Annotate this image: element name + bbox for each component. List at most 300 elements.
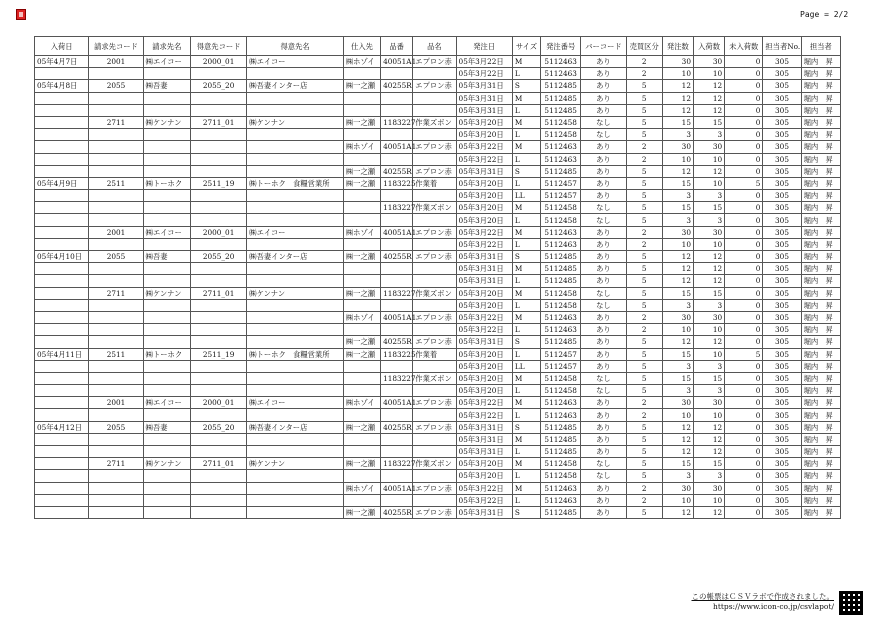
- table-cell: [89, 153, 143, 165]
- table-cell: ㈱トーホク 食糧営業所: [247, 177, 344, 189]
- table-cell: 10: [693, 68, 724, 80]
- table-cell: あり: [581, 56, 626, 68]
- table-cell: あり: [581, 190, 626, 202]
- table-row: [35, 433, 841, 445]
- table-cell: [89, 336, 143, 348]
- table-cell: [247, 409, 344, 421]
- table-cell: なし: [581, 129, 626, 141]
- table-cell: 15: [693, 202, 724, 214]
- table-cell: ㈱トーホク: [143, 348, 190, 360]
- table-cell: [190, 409, 246, 421]
- table-cell: [143, 141, 190, 153]
- table-cell: 2055: [89, 80, 143, 92]
- table-cell: [381, 153, 413, 165]
- table-cell: [35, 165, 89, 177]
- table-cell: エプロン赤: [413, 482, 456, 494]
- table-cell: 05年3月20日: [456, 385, 512, 397]
- table-cell: 305: [763, 433, 801, 445]
- table-cell: 0: [725, 165, 763, 177]
- table-cell: [343, 190, 380, 202]
- table-cell: 305: [763, 336, 801, 348]
- table-cell: 堀内 昇: [801, 141, 840, 153]
- table-cell: 2000_01: [190, 397, 246, 409]
- table-cell: L: [512, 348, 540, 360]
- table-row: [35, 372, 841, 384]
- table-cell: あり: [581, 153, 626, 165]
- table-cell: 2: [626, 68, 662, 80]
- table-cell: 5: [626, 275, 662, 287]
- table-cell: [190, 482, 246, 494]
- table-cell: 5112463: [541, 153, 581, 165]
- table-cell: [143, 153, 190, 165]
- table-cell: 0: [725, 202, 763, 214]
- table-cell: 30: [662, 482, 693, 494]
- table-cell: [381, 385, 413, 397]
- table-cell: 05年3月20日: [456, 190, 512, 202]
- col-header: 発注日: [456, 37, 512, 56]
- table-cell: 15: [662, 372, 693, 384]
- table-cell: [343, 263, 380, 275]
- col-header: 発注番号: [541, 37, 581, 56]
- table-cell: [247, 153, 344, 165]
- table-cell: 5: [626, 336, 662, 348]
- table-cell: [381, 104, 413, 116]
- table-cell: 305: [763, 177, 801, 189]
- table-cell: ㈱一之瀬: [343, 80, 380, 92]
- table-cell: 305: [763, 153, 801, 165]
- table-cell: M: [512, 311, 540, 323]
- table-cell: [343, 494, 380, 506]
- table-cell: [381, 129, 413, 141]
- table-cell: 305: [763, 190, 801, 202]
- table-cell: [143, 202, 190, 214]
- table-cell: [190, 433, 246, 445]
- table-cell: 15: [693, 458, 724, 470]
- table-cell: 堀内 昇: [801, 177, 840, 189]
- table-cell: ㈱一之瀬: [343, 165, 380, 177]
- table-cell: 05年3月20日: [456, 360, 512, 372]
- col-header: 担当者: [801, 37, 840, 56]
- table-cell: ㈱ホゾイ: [343, 56, 380, 68]
- table-cell: 堀内 昇: [801, 129, 840, 141]
- table-cell: 作業ズボン: [413, 202, 456, 214]
- table-cell: 40051A1: [381, 397, 413, 409]
- table-row: [35, 116, 841, 128]
- table-cell: L: [512, 238, 540, 250]
- table-cell: [143, 275, 190, 287]
- table-cell: 0: [725, 482, 763, 494]
- table-cell: [343, 360, 380, 372]
- table-cell: 305: [763, 482, 801, 494]
- table-cell: 5112485: [541, 104, 581, 116]
- table-cell: 0: [725, 446, 763, 458]
- table-cell: ㈱ホゾイ: [343, 482, 380, 494]
- table-cell: M: [512, 141, 540, 153]
- table-row: [35, 360, 841, 372]
- table-cell: [89, 360, 143, 372]
- table-cell: ㈱ホゾイ: [343, 141, 380, 153]
- table-cell: 1183227: [381, 458, 413, 470]
- table-row: [35, 214, 841, 226]
- table-cell: [343, 372, 380, 384]
- table-cell: 12: [662, 446, 693, 458]
- table-row: [35, 141, 841, 153]
- table-cell: 5112485: [541, 263, 581, 275]
- table-cell: M: [512, 263, 540, 275]
- table-cell: ㈱ケンナン: [143, 116, 190, 128]
- table-cell: [143, 92, 190, 104]
- table-cell: 0: [725, 214, 763, 226]
- table-cell: 2055_20: [190, 251, 246, 263]
- table-cell: 5: [626, 287, 662, 299]
- table-cell: [343, 68, 380, 80]
- table-cell: S: [512, 336, 540, 348]
- table-cell: [190, 165, 246, 177]
- col-header: 未入荷数: [725, 37, 763, 56]
- table-cell: 堀内 昇: [801, 153, 840, 165]
- table-cell: ㈱一之瀬: [343, 336, 380, 348]
- table-cell: [89, 385, 143, 397]
- table-cell: 05年3月20日: [456, 299, 512, 311]
- table-cell: 5112458: [541, 458, 581, 470]
- table-cell: 2: [626, 153, 662, 165]
- table-cell: 15: [662, 458, 693, 470]
- table-cell: ㈱ケンナン: [247, 287, 344, 299]
- table-cell: 5112458: [541, 287, 581, 299]
- table-cell: なし: [581, 202, 626, 214]
- table-cell: 0: [725, 56, 763, 68]
- table-cell: 10: [693, 153, 724, 165]
- table-cell: 40051A1: [381, 141, 413, 153]
- table-cell: 0: [725, 238, 763, 250]
- table-cell: 305: [763, 116, 801, 128]
- table-cell: 3: [693, 214, 724, 226]
- table-cell: 305: [763, 80, 801, 92]
- table-cell: 10: [662, 494, 693, 506]
- table-cell: ㈱トーホク: [143, 177, 190, 189]
- table-cell: 5: [626, 360, 662, 372]
- table-row: [35, 153, 841, 165]
- table-cell: [343, 153, 380, 165]
- table-cell: 5112485: [541, 433, 581, 445]
- table-cell: [413, 68, 456, 80]
- table-row: [35, 311, 841, 323]
- table-cell: 2: [626, 311, 662, 323]
- table-cell: 0: [725, 433, 763, 445]
- table-cell: 10: [662, 153, 693, 165]
- table-cell: 2: [626, 238, 662, 250]
- table-cell: [190, 506, 246, 518]
- table-cell: 305: [763, 324, 801, 336]
- table-cell: L: [512, 275, 540, 287]
- table-cell: 40255R: [381, 165, 413, 177]
- qr-code-icon: [839, 591, 863, 615]
- table-cell: 堀内 昇: [801, 494, 840, 506]
- table-cell: 5112463: [541, 397, 581, 409]
- table-cell: 40051A1: [381, 482, 413, 494]
- table-cell: ㈱吾妻: [143, 251, 190, 263]
- col-header: 得意先コード: [190, 37, 246, 56]
- table-cell: [143, 104, 190, 116]
- table-cell: [89, 68, 143, 80]
- table-cell: [413, 360, 456, 372]
- table-row: [35, 421, 841, 433]
- table-cell: 1183227: [381, 372, 413, 384]
- table-cell: [381, 494, 413, 506]
- col-header: 品名: [413, 37, 456, 56]
- table-cell: 3: [693, 299, 724, 311]
- table-cell: 05年3月20日: [456, 116, 512, 128]
- table-cell: 12: [693, 263, 724, 275]
- table-cell: あり: [581, 506, 626, 518]
- table-cell: [35, 299, 89, 311]
- table-cell: 5: [626, 129, 662, 141]
- table-cell: 5112457: [541, 190, 581, 202]
- table-cell: 3: [693, 129, 724, 141]
- table-cell: 0: [725, 226, 763, 238]
- table-cell: 5: [626, 177, 662, 189]
- table-cell: [381, 68, 413, 80]
- table-cell: 堀内 昇: [801, 299, 840, 311]
- table-cell: [35, 263, 89, 275]
- table-cell: 305: [763, 238, 801, 250]
- table-cell: [247, 336, 344, 348]
- table-cell: 堀内 昇: [801, 263, 840, 275]
- table-cell: 05年3月22日: [456, 482, 512, 494]
- header-row: [35, 37, 841, 56]
- receiving-report-table: [34, 36, 841, 519]
- table-cell: 5: [626, 116, 662, 128]
- table-cell: [190, 238, 246, 250]
- table-cell: 5112463: [541, 238, 581, 250]
- table-cell: 40051A1: [381, 56, 413, 68]
- table-cell: 30: [662, 56, 693, 68]
- table-cell: 1183227: [381, 116, 413, 128]
- table-cell: [413, 324, 456, 336]
- table-cell: [343, 104, 380, 116]
- table-cell: あり: [581, 360, 626, 372]
- table-cell: [143, 433, 190, 445]
- table-cell: [247, 238, 344, 250]
- table-cell: [89, 263, 143, 275]
- table-cell: ㈱吾妻: [143, 80, 190, 92]
- table-cell: [247, 165, 344, 177]
- table-cell: 5: [626, 104, 662, 116]
- table-cell: 305: [763, 275, 801, 287]
- table-cell: L: [512, 409, 540, 421]
- table-cell: [343, 470, 380, 482]
- table-cell: 5112463: [541, 494, 581, 506]
- table-cell: 05年4月12日: [35, 421, 89, 433]
- table-cell: L: [512, 177, 540, 189]
- table-cell: 堀内 昇: [801, 238, 840, 250]
- table-cell: LL: [512, 190, 540, 202]
- table-cell: 305: [763, 409, 801, 421]
- table-cell: 5112463: [541, 311, 581, 323]
- table-cell: なし: [581, 116, 626, 128]
- table-cell: 5112463: [541, 324, 581, 336]
- table-cell: 12: [693, 336, 724, 348]
- table-row: [35, 92, 841, 104]
- table-cell: M: [512, 56, 540, 68]
- table-cell: 3: [693, 385, 724, 397]
- table-cell: 5112458: [541, 214, 581, 226]
- table-cell: 5112485: [541, 421, 581, 433]
- table-cell: [247, 68, 344, 80]
- table-cell: [89, 238, 143, 250]
- table-cell: [89, 92, 143, 104]
- table-cell: 305: [763, 56, 801, 68]
- col-header: 品番: [381, 37, 413, 56]
- table-cell: なし: [581, 287, 626, 299]
- table-cell: [247, 141, 344, 153]
- table-cell: 0: [725, 299, 763, 311]
- table-cell: 堀内 昇: [801, 421, 840, 433]
- page-number: Page = 2/2: [800, 10, 849, 19]
- table-cell: 5: [626, 385, 662, 397]
- table-cell: 1183227: [381, 202, 413, 214]
- table-cell: エプロン赤: [413, 80, 456, 92]
- table-cell: 2711_01: [190, 458, 246, 470]
- table-cell: 5: [626, 433, 662, 445]
- table-cell: [35, 385, 89, 397]
- table-cell: 5112463: [541, 409, 581, 421]
- table-cell: エプロン赤: [413, 311, 456, 323]
- table-cell: 堀内 昇: [801, 385, 840, 397]
- table-cell: [413, 470, 456, 482]
- table-cell: 堀内 昇: [801, 56, 840, 68]
- table-row: [35, 348, 841, 360]
- table-cell: [89, 141, 143, 153]
- table-cell: [247, 470, 344, 482]
- table-cell: 5: [626, 251, 662, 263]
- table-cell: [343, 299, 380, 311]
- table-cell: [381, 190, 413, 202]
- table-cell: [143, 336, 190, 348]
- table-cell: あり: [581, 324, 626, 336]
- table-cell: 5112458: [541, 385, 581, 397]
- table-cell: 05年3月22日: [456, 141, 512, 153]
- table-cell: 305: [763, 397, 801, 409]
- table-cell: [35, 238, 89, 250]
- table-cell: 堀内 昇: [801, 190, 840, 202]
- table-cell: 3: [662, 470, 693, 482]
- table-row: [35, 275, 841, 287]
- table-cell: 305: [763, 251, 801, 263]
- table-cell: [413, 129, 456, 141]
- table-cell: 2711_01: [190, 116, 246, 128]
- table-row: [35, 165, 841, 177]
- table-cell: [143, 494, 190, 506]
- table-cell: 12: [662, 165, 693, 177]
- table-cell: 15: [662, 177, 693, 189]
- table-cell: [190, 190, 246, 202]
- table-cell: 5112463: [541, 56, 581, 68]
- table-cell: 2511: [89, 177, 143, 189]
- table-cell: 05年3月22日: [456, 238, 512, 250]
- table-cell: [35, 482, 89, 494]
- table-cell: [35, 275, 89, 287]
- table-row: [35, 397, 841, 409]
- table-cell: [190, 470, 246, 482]
- table-cell: [190, 214, 246, 226]
- table-cell: [413, 238, 456, 250]
- table-cell: L: [512, 153, 540, 165]
- table-cell: [143, 409, 190, 421]
- table-cell: エプロン赤: [413, 421, 456, 433]
- table-cell: 堀内 昇: [801, 251, 840, 263]
- table-cell: ㈱一之瀬: [343, 177, 380, 189]
- table-cell: [190, 385, 246, 397]
- table-body: [35, 56, 841, 519]
- table-cell: 05年3月31日: [456, 506, 512, 518]
- table-cell: 40255R: [381, 336, 413, 348]
- table-cell: あり: [581, 165, 626, 177]
- table-cell: [143, 165, 190, 177]
- table-cell: [190, 311, 246, 323]
- table-row: [35, 104, 841, 116]
- table-cell: 0: [725, 104, 763, 116]
- table-row: [35, 446, 841, 458]
- table-cell: あり: [581, 68, 626, 80]
- table-cell: 10: [693, 409, 724, 421]
- table-cell: 堀内 昇: [801, 202, 840, 214]
- table-cell: [35, 494, 89, 506]
- table-cell: 05年3月31日: [456, 263, 512, 275]
- table-cell: 5: [626, 372, 662, 384]
- table-cell: 1183227: [381, 287, 413, 299]
- table-cell: 305: [763, 494, 801, 506]
- table-cell: 2055: [89, 421, 143, 433]
- table-cell: [190, 360, 246, 372]
- table-cell: 05年3月31日: [456, 251, 512, 263]
- table-cell: 0: [725, 287, 763, 299]
- table-cell: 5112458: [541, 202, 581, 214]
- table-cell: [381, 238, 413, 250]
- table-cell: [190, 68, 246, 80]
- table-cell: 05年4月11日: [35, 348, 89, 360]
- table-row: [35, 299, 841, 311]
- footer-url[interactable]: https://www.icon-co.jp/csvlapot/: [713, 602, 834, 611]
- table-cell: [89, 506, 143, 518]
- table-cell: [247, 324, 344, 336]
- table-cell: [35, 372, 89, 384]
- table-cell: [89, 470, 143, 482]
- table-cell: [413, 275, 456, 287]
- table-cell: 05年3月22日: [456, 324, 512, 336]
- table-cell: 0: [725, 311, 763, 323]
- table-cell: 5112485: [541, 336, 581, 348]
- table-cell: 2711: [89, 287, 143, 299]
- table-cell: エプロン赤: [413, 165, 456, 177]
- table-row: [35, 482, 841, 494]
- table-cell: 30: [693, 56, 724, 68]
- table-cell: [413, 263, 456, 275]
- table-cell: 15: [662, 202, 693, 214]
- table-cell: [247, 202, 344, 214]
- table-cell: [35, 446, 89, 458]
- table-cell: [89, 311, 143, 323]
- table-cell: 2055_20: [190, 421, 246, 433]
- table-cell: あり: [581, 92, 626, 104]
- table-cell: 0: [725, 190, 763, 202]
- table-cell: ㈱吾妻インター店: [247, 421, 344, 433]
- table-cell: 3: [662, 299, 693, 311]
- table-cell: [35, 116, 89, 128]
- table-cell: 305: [763, 226, 801, 238]
- table-cell: 堀内 昇: [801, 311, 840, 323]
- table-row: [35, 287, 841, 299]
